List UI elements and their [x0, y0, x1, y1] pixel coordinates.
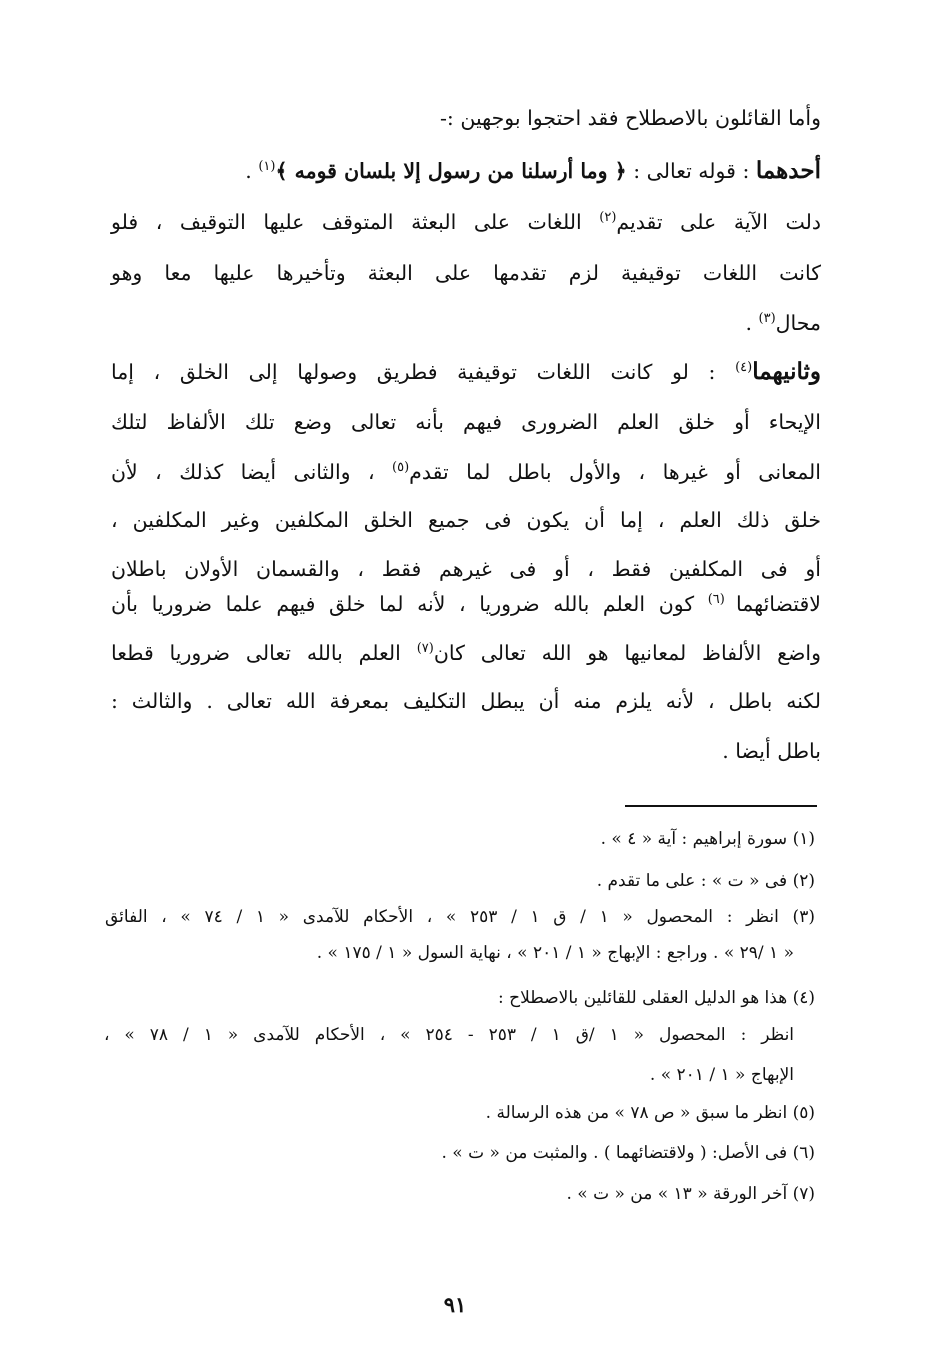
- body-line-14: [111, 736, 821, 766]
- footnote-ref: (١): [258, 159, 276, 175]
- footnote-7: [125, 1181, 815, 1207]
- body-line-7: [111, 407, 821, 437]
- body-line-13: [111, 686, 821, 716]
- body-line-1: [111, 103, 821, 133]
- text: دلت الآية على تقديم: [616, 210, 821, 234]
- text: انظر : المحصول « ١ /ق ١ / ٢٥٣ - ٢٥٤ » ، الأحكام للآمدى « ١ / ٧٨ » ،: [104, 1025, 795, 1045]
- text: باطل أيضا .: [722, 739, 821, 763]
- body-line-5: [111, 308, 821, 338]
- footnote-2: [125, 868, 815, 894]
- body-line-9: [111, 505, 821, 535]
- footnote-4-line-2: [104, 1022, 794, 1048]
- text: (١) سورة إبراهيم : آية « ٤ » .: [600, 829, 815, 849]
- footnote-ref: (٦): [707, 592, 737, 608]
- body-line-2: [111, 156, 821, 186]
- text: .: [245, 159, 259, 183]
- footnote-4-line-3: [114, 1062, 794, 1088]
- text: خلق ذلك العلم ، إما أن يكون فى جميع الخلق المكلفين وغير المكلفين ،: [111, 508, 821, 532]
- page-number: ٩١: [443, 1292, 467, 1317]
- text: محال: [775, 311, 821, 335]
- text: أو فى المكلفين فقط ، أو فى غيرهم فقط ، والقسمان الأولان باطلان: [111, 557, 821, 581]
- text: اللغات على البعثة المتوقف عليها التوقيف ، فلو: [111, 210, 600, 234]
- text: لاقتضائهما: [736, 592, 821, 616]
- text: (٧) آخر الورقة « ١٣ » من « ت » .: [566, 1184, 815, 1204]
- text: المعانى أو غيرها ، والأول باطل لما تقدم: [409, 460, 821, 484]
- text: العلم بالله تعالى ضروريا قطعا: [111, 641, 417, 665]
- text: (٥) انظر ما سبق « ص ٧٨ » من هذه الرسالة .: [485, 1103, 815, 1123]
- footnote-6: [125, 1140, 815, 1166]
- text: واضع الألفاظ لمعانيها هو الله تعالى كان: [433, 641, 821, 665]
- footnote-3-line-2: [114, 940, 794, 966]
- footnote-ref: (٤): [735, 360, 753, 376]
- text: وأما القائلون بالاصطلاح فقد احتجوا بوجهين :-: [440, 106, 821, 130]
- text: الإبهاج « ١ / ٢٠١ » .: [649, 1065, 794, 1085]
- footnote-5: [125, 1100, 815, 1126]
- footnote-ref: (٣): [758, 311, 776, 327]
- body-line-11: [111, 589, 821, 619]
- text: (٢) فى « ت » : على ما تقدم .: [596, 871, 815, 891]
- footnote-ref: (٧): [416, 641, 434, 657]
- footnote-ref: (٢): [599, 210, 617, 226]
- text: .: [745, 311, 759, 335]
- text: : لو كانت اللغات توقيفية فطريق وصولها إلى الخلق ، إما: [111, 360, 736, 384]
- text: (٣) انظر : المحصول « ١ / ق ١ / ٢٥٣ » ، الأحكام للآمدى « ١ / ٧٤ » ، الفائق: [105, 907, 815, 927]
- body-line-6: [111, 357, 821, 387]
- body-line-8: [111, 457, 821, 487]
- text: (٦) فى الأصل: ( ولاقتضائهما ) . والمثبت من « ت » .: [441, 1143, 815, 1163]
- argument-heading: أحدهما: [755, 157, 821, 184]
- footnote-1: [125, 826, 815, 852]
- footnote-ref: (٥): [392, 460, 410, 476]
- text: لكنه باطل ، لأنه يلزم منه أن يبطل التكليف بمعرفة الله تعالى . والثالث :: [111, 689, 821, 713]
- body-line-12: [111, 638, 821, 668]
- text: (٤) هذا هو الدليل العقلى للقائلين بالاصطلاح :: [498, 988, 815, 1008]
- text: كون العلم بالله ضروريا ، لأنه لما خلق فيهم علما ضروريا بأن: [111, 592, 708, 616]
- argument-heading: وثانيهما: [752, 358, 821, 385]
- body-line-10: [111, 554, 821, 584]
- body-line-4: [111, 258, 821, 288]
- footnote-3-line-1: [105, 904, 815, 930]
- text: كانت اللغات توقيفية لزم تقدمها على البعثة وتأخيرها عليها معا وهو: [111, 261, 821, 285]
- text: ، والثانى أيضا كذلك ، لأن: [111, 460, 392, 484]
- footnote-separator: [625, 805, 817, 807]
- text: « ١ /٢٩ » . وراجع : الإبهاج « ١ / ٢٠١ » ، نهاية السول « ١ / ١٧٥ » .: [316, 943, 794, 963]
- quran-verse: ﴿ وما أرسلنا من رسول إلا بلسان قومه ﴾: [275, 159, 627, 183]
- text: : قوله تعالى :: [626, 159, 756, 183]
- footnote-4-line-1: [125, 985, 815, 1011]
- text: الإيحاء أو خلق العلم الضرورى فيهم بأنه تعالى وضع تلك الألفاظ لتلك: [111, 410, 821, 434]
- body-line-3: [111, 207, 821, 237]
